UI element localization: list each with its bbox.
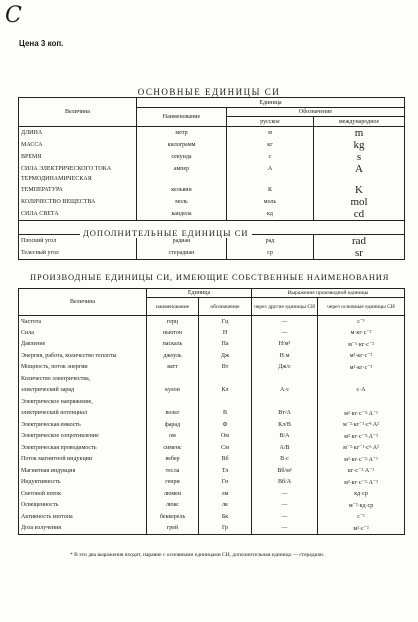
designation-cell: [199, 373, 252, 385]
quantity-cell: электрический заряд: [19, 385, 147, 397]
quantity-cell: Поток магнитной индукции: [19, 454, 147, 466]
designation-cell: См: [199, 442, 252, 454]
table-row: [19, 488, 405, 500]
international-cell: mol: [314, 196, 405, 208]
international-cell: [314, 175, 405, 184]
name-cell: ом: [147, 431, 199, 443]
table-row: [19, 465, 405, 477]
name-cell: ньютон: [147, 327, 199, 339]
via-base-cell: м²·кг·с⁻³: [318, 362, 405, 374]
name-cell: паскаль: [147, 339, 199, 351]
via-base-cell: с·А: [318, 385, 405, 397]
derived-units-title: ПРОИЗВОДНЫЕ ЕДИНИЦЫ СИ, ИМЕЮЩИЕ СОБСТВЕННЫЕ НАИМЕНОВАНИЯ: [30, 272, 390, 282]
designation-cell: Кл: [199, 385, 252, 397]
quantity-cell: ТЕРМОДИНАМИЧЕСКАЯ: [19, 175, 137, 184]
designation-cell: Вт: [199, 362, 252, 374]
name-cell: кельвин: [137, 184, 227, 196]
quantity-cell: КОЛИЧЕСТВО ВЕЩЕСТВА: [19, 196, 137, 208]
quantity-cell: Частота: [19, 316, 147, 328]
name-cell: килограмм: [137, 139, 227, 151]
via-base-cell: м⁻²·кг⁻¹·с³·А²: [318, 442, 405, 454]
header-international: международное: [314, 117, 405, 127]
quantity-cell: ДЛИНА: [19, 127, 137, 140]
via-other-cell: Кл/В: [252, 419, 318, 431]
table-row: [19, 339, 405, 351]
via-other-cell: [252, 396, 318, 408]
designation-cell: Гц: [199, 316, 252, 328]
name-cell: ампер: [137, 163, 227, 175]
via-other-cell: В/А: [252, 431, 318, 443]
via-other-cell: А·с: [252, 385, 318, 397]
international-cell: K: [314, 184, 405, 196]
name-cell: люмен: [147, 488, 199, 500]
via-other-cell: [252, 373, 318, 385]
name-cell: метр: [137, 127, 227, 140]
table-row: [19, 373, 405, 385]
via-base-cell: с⁻¹: [318, 511, 405, 523]
name-cell: тесла: [147, 465, 199, 477]
designation-cell: Бк: [199, 511, 252, 523]
table-row: [19, 442, 405, 454]
header-via-base: через основные единицы СИ: [318, 298, 405, 316]
quantity-cell: СИЛА СВЕТА: [19, 208, 137, 221]
russian-cell: моль: [227, 196, 314, 208]
via-other-cell: В·с: [252, 454, 318, 466]
name-cell: фарад: [147, 419, 199, 431]
designation-cell: [199, 396, 252, 408]
name-cell: грей: [147, 523, 199, 535]
quantity-cell: Освещенность: [19, 500, 147, 512]
international-cell: kg: [314, 139, 405, 151]
russian-cell: [227, 175, 314, 184]
table-row: [19, 184, 405, 196]
name-cell: стерадиан: [137, 247, 227, 260]
table-row: [19, 500, 405, 512]
international-cell: cd: [314, 208, 405, 221]
via-other-cell: А/В: [252, 442, 318, 454]
via-other-cell: —: [252, 523, 318, 535]
via-base-cell: м²·кг·с⁻²: [318, 350, 405, 362]
via-other-cell: Н·м: [252, 350, 318, 362]
designation-cell: Гр: [199, 523, 252, 535]
table-row: [19, 477, 405, 489]
header-via-other: через другие единицы СИ: [252, 298, 318, 316]
table-row: [19, 419, 405, 431]
name-cell: ватт: [147, 362, 199, 374]
footnote: * В эти два выражения входит, наравне с основными единицами СИ, дополнительная единица — стерадиан.: [70, 552, 325, 558]
derived-units-table: [18, 288, 405, 535]
table-row: [19, 431, 405, 443]
name-cell: генри: [147, 477, 199, 489]
name-cell: моль: [137, 196, 227, 208]
table-row: [19, 127, 405, 140]
header-quantity: Величина: [19, 289, 147, 316]
name-cell: вольт: [147, 408, 199, 420]
quantity-cell: Количество электричества,: [19, 373, 147, 385]
table-row: [19, 175, 405, 184]
name-cell: [137, 175, 227, 184]
header-name: наименование: [147, 298, 199, 316]
table-row: [19, 396, 405, 408]
table-row: [19, 139, 405, 151]
quantity-cell: СИЛА ЭЛЕКТРИЧЕСКОГО ТОКА: [19, 163, 137, 175]
designation-cell: Вб: [199, 454, 252, 466]
via-base-cell: м²·кг·с⁻²·А⁻²: [318, 477, 405, 489]
via-other-cell: Вб/А: [252, 477, 318, 489]
corner-mark: C: [5, 3, 22, 28]
header-designation: Обозначение: [227, 108, 405, 117]
quantity-cell: Доза излучения: [19, 523, 147, 535]
russian-cell: А: [227, 163, 314, 175]
via-other-cell: Вт/А: [252, 408, 318, 420]
name-cell: кулон: [147, 385, 199, 397]
header-designation: обозначение: [199, 298, 252, 316]
via-base-cell: м²·с⁻²: [318, 523, 405, 535]
international-cell: A: [314, 163, 405, 175]
via-base-cell: м⁻¹·кг·с⁻²: [318, 339, 405, 351]
international-cell: s: [314, 151, 405, 163]
table-row: [19, 196, 405, 208]
name-cell: [147, 396, 199, 408]
table-row: [19, 327, 405, 339]
quantity-cell: Электрическое сопротивление: [19, 431, 147, 443]
name-cell: кандела: [137, 208, 227, 221]
via-other-cell: —: [252, 316, 318, 328]
header-unit: Единица: [137, 98, 405, 108]
russian-cell: рад: [227, 234, 314, 247]
international-cell: rad: [314, 234, 405, 247]
russian-cell: м: [227, 127, 314, 140]
name-cell: джоуль: [147, 350, 199, 362]
via-base-cell: с⁻¹: [318, 316, 405, 328]
via-base-cell: м²·кг·с⁻³·А⁻²: [318, 431, 405, 443]
quantity-cell: МАССА: [19, 139, 137, 151]
name-cell: люкс: [147, 500, 199, 512]
designation-cell: Ом: [199, 431, 252, 443]
name-cell: герц: [147, 316, 199, 328]
quantity-cell: Мощность, поток энергии: [19, 362, 147, 374]
via-other-cell: Дж/с: [252, 362, 318, 374]
via-other-cell: Вб/м²: [252, 465, 318, 477]
name-cell: [147, 373, 199, 385]
via-base-cell: [318, 396, 405, 408]
via-base-cell: кд·ср: [318, 488, 405, 500]
table-row: [19, 454, 405, 466]
table-row: [19, 362, 405, 374]
table-row: [19, 511, 405, 523]
international-cell: m: [314, 127, 405, 140]
designation-cell: Па: [199, 339, 252, 351]
via-other-cell: —: [252, 488, 318, 500]
table-row: [19, 350, 405, 362]
table-row: [19, 151, 405, 163]
designation-cell: Тл: [199, 465, 252, 477]
designation-cell: В: [199, 408, 252, 420]
base-units-title: ОСНОВНЫЕ ЕДИНИЦЫ СИ: [137, 87, 281, 97]
international-cell: sr: [314, 247, 405, 260]
quantity-cell: Магнитная индукция: [19, 465, 147, 477]
name-cell: вебер: [147, 454, 199, 466]
designation-cell: Дж: [199, 350, 252, 362]
table-row: [19, 163, 405, 175]
via-base-cell: [318, 373, 405, 385]
via-base-cell: кг·с⁻²·А⁻¹: [318, 465, 405, 477]
table-row: [19, 208, 405, 221]
quantity-cell: Электрическая емкость: [19, 419, 147, 431]
table-row: [19, 247, 405, 260]
supplementary-units-title: ДОПОЛНИТЕЛЬНЫЕ ЕДИНИЦЫ СИ: [80, 228, 252, 238]
designation-cell: Ф: [199, 419, 252, 431]
designation-cell: Н: [199, 327, 252, 339]
designation-cell: лм: [199, 488, 252, 500]
table-row: [19, 316, 405, 328]
quantity-cell: Сила: [19, 327, 147, 339]
header-russian: русское: [227, 117, 314, 127]
russian-cell: кг: [227, 139, 314, 151]
russian-cell: К: [227, 184, 314, 196]
name-cell: беккерель: [147, 511, 199, 523]
russian-cell: ср: [227, 247, 314, 260]
via-base-cell: м⁻²·кд·ср: [318, 500, 405, 512]
name-cell: секунда: [137, 151, 227, 163]
quantity-cell: Энергия, работа, количество теплоты: [19, 350, 147, 362]
russian-cell: кд: [227, 208, 314, 221]
russian-cell: с: [227, 151, 314, 163]
header-name: Наименование: [137, 108, 227, 127]
via-other-cell: —: [252, 511, 318, 523]
designation-cell: лк: [199, 500, 252, 512]
via-base-cell: м·кг·с⁻²: [318, 327, 405, 339]
quantity-cell: Активность изотопа: [19, 511, 147, 523]
via-base-cell: м⁻²·кг⁻¹·с⁴·А²: [318, 419, 405, 431]
name-cell: сименс: [147, 442, 199, 454]
quantity-cell: Электрическая проводимость: [19, 442, 147, 454]
via-other-cell: —: [252, 327, 318, 339]
quantity-cell: ВРЕМЯ: [19, 151, 137, 163]
designation-cell: Гн: [199, 477, 252, 489]
via-other-cell: —: [252, 500, 318, 512]
header-unit: Единица: [147, 289, 252, 298]
table-row: [19, 408, 405, 420]
quantity-cell: Индуктивность: [19, 477, 147, 489]
via-base-cell: м²·кг·с⁻³·А⁻¹: [318, 408, 405, 420]
quantity-cell: Электрическое напряжение,: [19, 396, 147, 408]
table-row: [19, 523, 405, 535]
quantity-cell: Плоский угол: [19, 234, 137, 247]
via-other-cell: Н/м²: [252, 339, 318, 351]
table-row: [19, 385, 405, 397]
quantity-cell: ТЕМПЕРАТУРА: [19, 184, 137, 196]
name-cell: радиан: [137, 234, 227, 247]
via-base-cell: м²·кг·с⁻²·А⁻¹: [318, 454, 405, 466]
quantity-cell: Телесный угол: [19, 247, 137, 260]
quantity-cell: Давление: [19, 339, 147, 351]
quantity-cell: Световой поток: [19, 488, 147, 500]
header-quantity: Величина: [19, 98, 137, 127]
price-label: Цена 3 коп.: [19, 39, 64, 48]
header-expression: Выражение производной единицы: [252, 289, 405, 298]
quantity-cell: электрический потенциал: [19, 408, 147, 420]
